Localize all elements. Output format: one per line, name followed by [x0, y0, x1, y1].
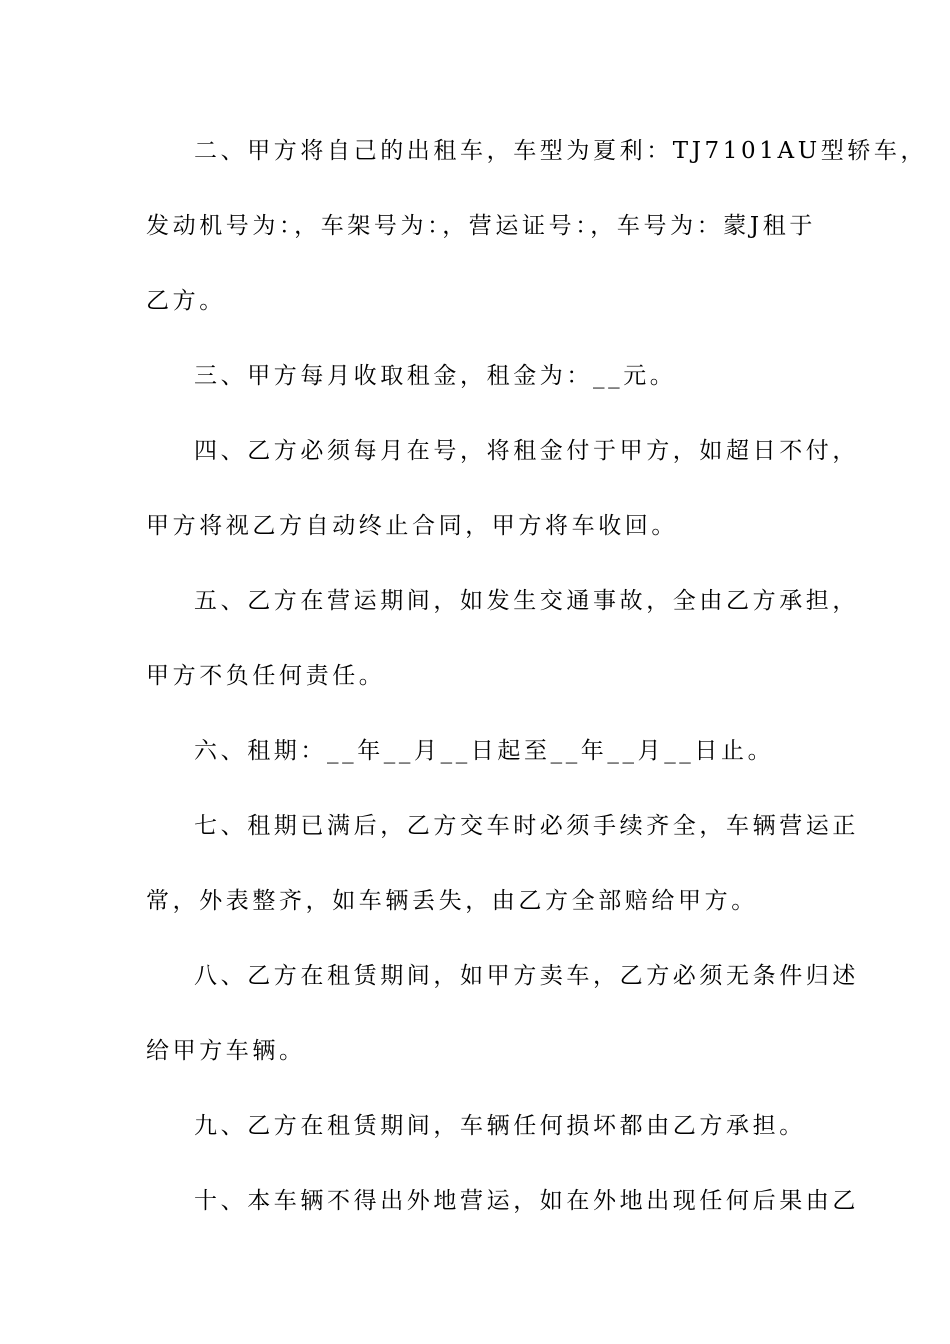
clause-7-line-2: 常，外表整齐，如车辆丢失，由乙方全部赔给甲方。 [146, 888, 758, 914]
clause-5-line-1: 五、乙方在营运期间，如发生交通事故，全由乙方承担， [194, 588, 859, 614]
clause-7-line-1: 七、租期已满后，乙方交车时必须手续齐全，车辆营运正 [194, 813, 859, 839]
clause-8-line-1: 八、乙方在租赁期间，如甲方卖车，乙方必须无条件归述 [194, 963, 859, 989]
clause-4-line-1: 四、乙方必须每月在号，将租金付于甲方，如超日不付， [194, 438, 859, 464]
clause-8-line-2: 给甲方车辆。 [146, 1038, 306, 1064]
clause-3-line-1: 三、甲方每月收取租金，租金为：__元。 [194, 363, 677, 389]
clause-9-line-1: 九、乙方在租赁期间，车辆任何损坏都由乙方承担。 [194, 1113, 806, 1139]
clause-2-line-3: 乙方。 [146, 288, 226, 314]
clause-2-line-2: 发动机号为：，车架号为：，营运证号：，车号为：蒙J租于 [146, 213, 816, 239]
clause-6-line-1: 六、租期：__年__月__日起至__年__月__日止。 [194, 738, 775, 764]
clause-4-line-2: 甲方将视乙方自动终止合同，甲方将车收回。 [146, 513, 678, 539]
clause-2-line-1: 二、甲方将自己的出租车，车型为夏利：TJ7101AU型轿车， [194, 138, 928, 164]
clause-10-line-1: 十、本车辆不得出外地营运，如在外地出现任何后果由乙 [194, 1188, 859, 1214]
clause-5-line-2: 甲方不负任何责任。 [146, 663, 386, 689]
